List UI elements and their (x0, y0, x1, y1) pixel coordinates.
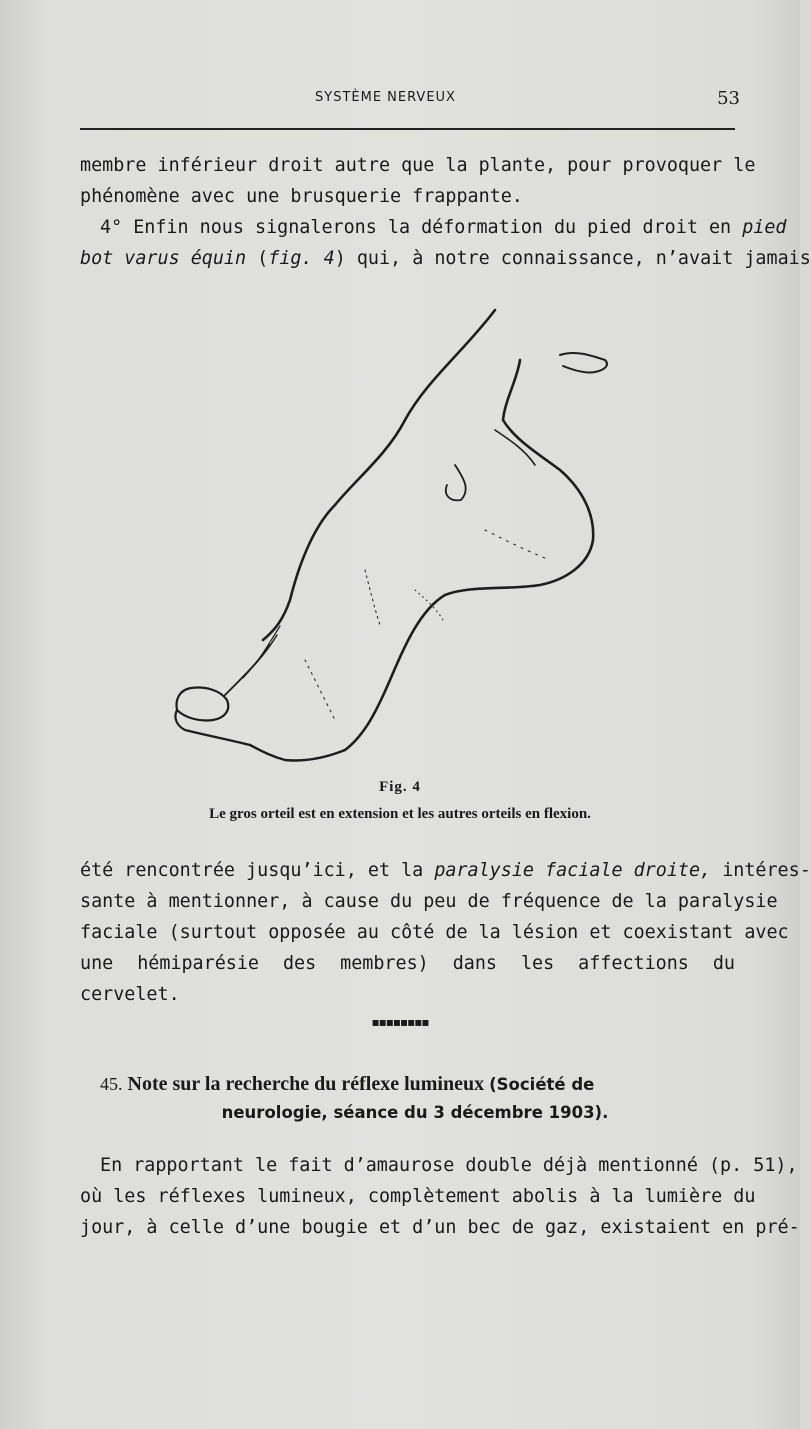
note-title: Note sur la recherche du réflexe lumineux (127, 1073, 485, 1095)
paragraph-2 (80, 212, 811, 274)
heel-contour (250, 745, 345, 761)
paragraph-4 (80, 1150, 800, 1243)
note-heading (100, 1070, 740, 1127)
page-header (80, 88, 740, 114)
figure-caption: Le gros orteil est en extension et les autres orteils en flexion. (209, 806, 591, 822)
text-line: une hémiparésie des membres) dans les affections du cervelet. (80, 953, 735, 1005)
page-number: 53 (717, 88, 740, 109)
text-run: ( (246, 248, 269, 269)
text-line (80, 212, 787, 243)
text-line (80, 855, 811, 886)
big-toe-contour (177, 688, 229, 721)
text-line (80, 243, 811, 274)
note-number: 45. (100, 1074, 123, 1094)
text-line: sante à mentionner, à cause du peu de fréquence de la paralysie (80, 891, 778, 912)
foot-drawing (165, 290, 625, 770)
text-line: membre inférieur droit autre que la plante, pour provoquer le (80, 155, 756, 176)
text-run: intéres- (711, 860, 811, 881)
text-run: 4° Enfin nous signalerons la déformation du pied droit en (100, 217, 743, 238)
shade-stroke (305, 660, 335, 720)
foot-illustration (165, 290, 625, 770)
paragraph-1 (80, 150, 756, 212)
italic-term: paralysie faciale droite, (434, 860, 712, 881)
text-line: phénomène avec une brusquerie frappante. (80, 186, 523, 207)
note-meta-continued: neurologie, séance du 3 décembre 1903). (221, 1103, 609, 1122)
note-meta: (Société de (489, 1075, 595, 1094)
malleolus (446, 465, 466, 500)
italic-term: pied (742, 217, 787, 238)
text-line: jour, à celle d’une bougie et d’un bec de gaz, existaient en pré- (80, 1217, 800, 1238)
figure-reference: fig. 4 (268, 248, 335, 269)
italic-term: bot varus équin (80, 248, 247, 269)
cut-edge (560, 353, 607, 373)
figure-label: Fig. 4 (379, 779, 421, 795)
text-run: ) qui, à notre connaissance, n’avait jamais (334, 248, 811, 269)
section-separator: ▪▪▪▪▪▪▪▪ (371, 1015, 429, 1029)
text-line: En rapportant le fait d’amaurose double déjà mentionné (p. 51), (100, 1155, 798, 1176)
paragraph-3 (80, 855, 811, 1010)
header-rule (80, 128, 735, 130)
text-run: été rencontrée jusqu’ici, et la (80, 860, 435, 881)
text-line: où les réflexes lumineux, complètement abolis à la lumière du (80, 1186, 756, 1207)
shade-stroke (485, 530, 545, 558)
shade-stroke (415, 590, 443, 620)
text-line: faciale (surtout opposée au côté de la lésion et coexistant avec (80, 922, 789, 943)
leg-front-contour (345, 360, 593, 750)
shade-stroke (365, 570, 380, 625)
running-head: SYSTÈME NERVEUX (315, 90, 456, 105)
